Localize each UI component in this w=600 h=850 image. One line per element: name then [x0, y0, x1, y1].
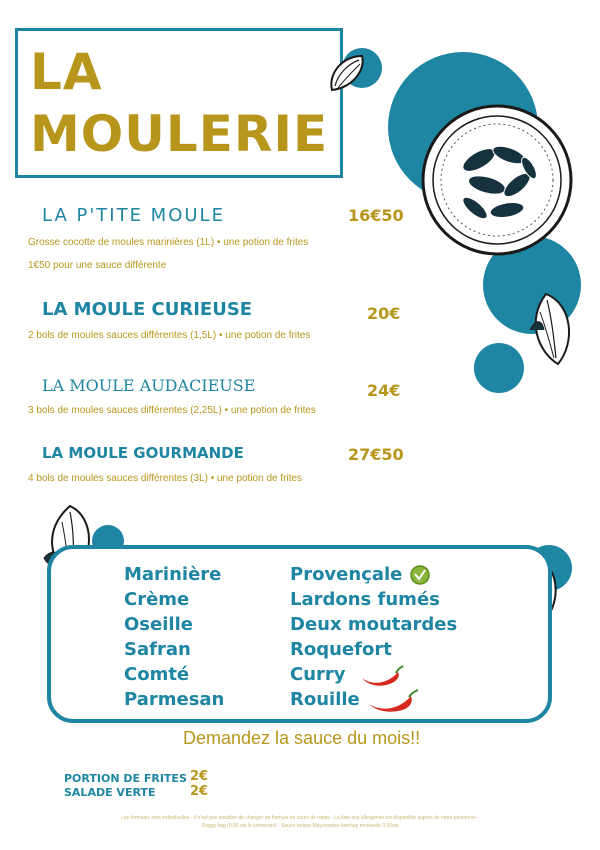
menu-item-note: 1€50 pour une sauce différente — [28, 260, 167, 271]
menu-item-description: 3 bols de moules sauces différentes (2,25L) • une potion de frites — [28, 405, 316, 416]
menu-item-price: 24€ — [367, 381, 401, 400]
extra-label: PORTION DE FRITES — [64, 772, 187, 785]
chili-pepper-icon — [365, 688, 419, 714]
title-line-2: MOULERIE — [30, 105, 329, 163]
sauce-item: Safran — [124, 639, 191, 660]
menu-item-name: LA MOULE GOURMANDE — [42, 444, 244, 462]
menu-item-price: 16€50 — [348, 206, 404, 225]
extra-price: 2€ — [190, 784, 209, 799]
title-line-1: LA — [30, 43, 103, 101]
sauce-item: Marinière — [124, 564, 222, 585]
sauce-item: Deux moutardes — [290, 614, 458, 635]
menu-item-name: LA P'TITE MOULE — [42, 205, 225, 226]
sauce-item: Oseille — [124, 614, 193, 635]
footnote-line: Doggy bag (0,50 cts le contenant) - Sauce tartare Mayonnaise ketchup moutarde 0,50cts — [201, 823, 399, 829]
menu-item-description: Grosse cocotte de moules marinières (1L) • une potion de frites — [28, 237, 309, 248]
menu-item-name: LA MOULE CURIEUSE — [42, 299, 253, 320]
title-box — [15, 28, 343, 178]
mussel-pot-icon — [417, 100, 577, 260]
mussel-icon — [326, 52, 370, 96]
extra-label: SALADE VERTE — [64, 786, 156, 799]
mussel-icon — [516, 290, 578, 368]
menu-item-price: 27€50 — [348, 445, 404, 464]
chili-pepper-icon — [358, 664, 404, 688]
menu-item-description: 2 bols de moules sauces différentes (1,5L) • une potion de frites — [28, 330, 311, 341]
sauce-item: Rouille — [290, 689, 360, 710]
menu-item-name: LA MOULE AUDACIEUSE — [42, 376, 256, 395]
footnote-line: Les formules sont individuelles - il n'est pas possible de changer de formule en cours de repas - La liste des allergènes est disponible auprès de notre personnel - — [121, 815, 479, 821]
sauce-item: Crème — [124, 589, 190, 610]
sauce-item: Curry — [290, 664, 346, 685]
sauce-item: Roquefort — [290, 639, 392, 660]
menu-item-description: 4 bols de moules sauces différentes (3L) • une potion de frites — [28, 473, 303, 484]
sauce-item: Provençale — [290, 564, 403, 585]
extra-price: 2€ — [190, 769, 209, 784]
sauce-of-month: Demandez la sauce du mois!! — [183, 728, 421, 748]
sauce-item: Lardons fumés — [290, 589, 440, 610]
vegetarian-badge-icon — [410, 565, 430, 585]
sauce-item: Parmesan — [124, 689, 225, 710]
sauce-item: Comté — [124, 664, 190, 685]
menu-item-price: 20€ — [367, 304, 401, 323]
